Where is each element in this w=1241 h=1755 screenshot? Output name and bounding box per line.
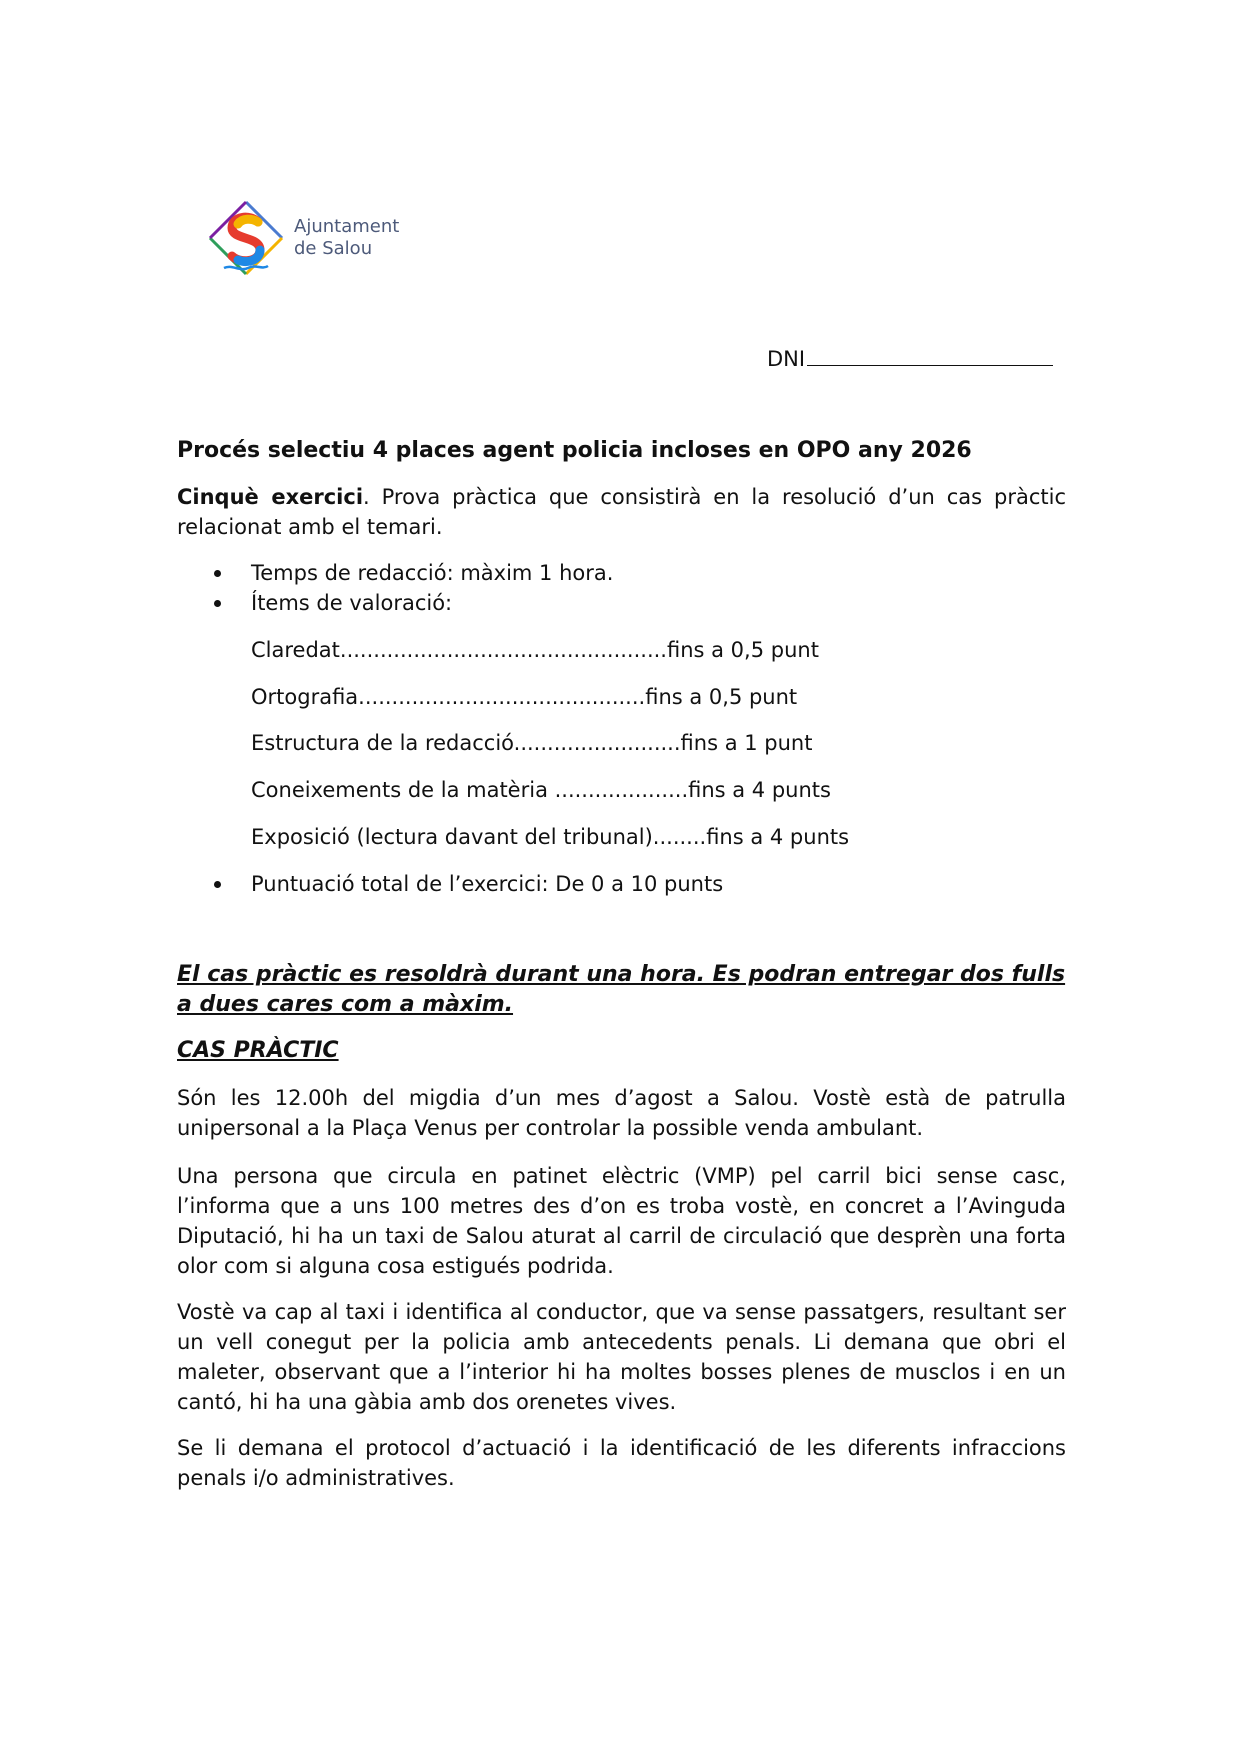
logo-text <box>294 216 399 260</box>
logo-line-2: de Salou <box>294 238 373 259</box>
page-title: Procés selectiu 4 places agent policia incloses en OPO any 2026 <box>177 438 972 463</box>
dni-label: DNI <box>767 347 806 371</box>
valuation-item: Coneixements de la matèria ....................fins a 4 punts <box>251 778 831 802</box>
salou-s-logo-icon <box>206 198 286 278</box>
case-paragraph: Se li demana el protocol d’actuació i la identificació de les diferents infraccions penals i/o administratives. <box>177 1436 1066 1490</box>
bullet-text: Temps de redacció: màxim 1 hora. <box>251 561 614 585</box>
intro-rest: . Prova pràctica que consistirà en la resolució d’un cas pràctic relacionat amb el temari. <box>177 485 1066 539</box>
dni-blank-line <box>807 343 1053 366</box>
intro-bold: Cinquè exercici <box>177 485 364 509</box>
case-paragraph: Són les 12.00h del migdia d’un mes d’agost a Salou. Vostè està de patrulla unipersonal a la Plaça Venus per controlar la possible venda ambulant. <box>177 1086 1066 1140</box>
bullet-icon <box>214 600 221 607</box>
case-paragraph: Vostè va cap al taxi i identifica al conductor, que va sense passatgers, resultant ser un vell conegut per la policia amb antecedents penals. Li demana que obri el maleter, observant que a l’interior hi ha moltes bosses plenes de musclos i en un cantó, hi ha una gàbia amb dos orenetes vives. <box>177 1300 1066 1414</box>
dni-field <box>767 343 1053 373</box>
valuation-item: Ortografia...........................................fins a 0,5 punt <box>251 685 798 709</box>
ajuntament-logo <box>206 198 406 278</box>
bullet-text: Puntuació total de l’exercici: De 0 a 10 punts <box>251 872 724 896</box>
valuation-item: Exposició (lectura davant del tribunal)........fins a 4 punts <box>251 825 850 849</box>
bullet-icon <box>214 881 221 888</box>
time-notice: El cas pràctic es resoldrà durant una hora. Es podran entregar dos fulls a dues cares com a màxim. <box>177 962 1066 1017</box>
valuation-item: Claredat.................................................fins a 0,5 punt <box>251 638 819 662</box>
section-title: CAS PRÀCTIC <box>177 1038 339 1063</box>
intro-paragraph <box>177 482 1066 542</box>
bullet-text: Ítems de valoració: <box>251 591 453 615</box>
case-paragraph: Una persona que circula en patinet elèctric (VMP) pel carril bici sense casc, l’informa que a uns 100 metres des d’on es troba vostè, en concret a l’Avinguda Diputació, hi ha un taxi de Salou aturat al carril de circulació que desprèn una forta olor com si alguna cosa estigués podrida. <box>177 1164 1066 1278</box>
valuation-item: Estructura de la redacció.........................fins a 1 punt <box>251 731 813 755</box>
logo-line-1: Ajuntament <box>294 216 400 237</box>
bullet-icon <box>214 570 221 577</box>
